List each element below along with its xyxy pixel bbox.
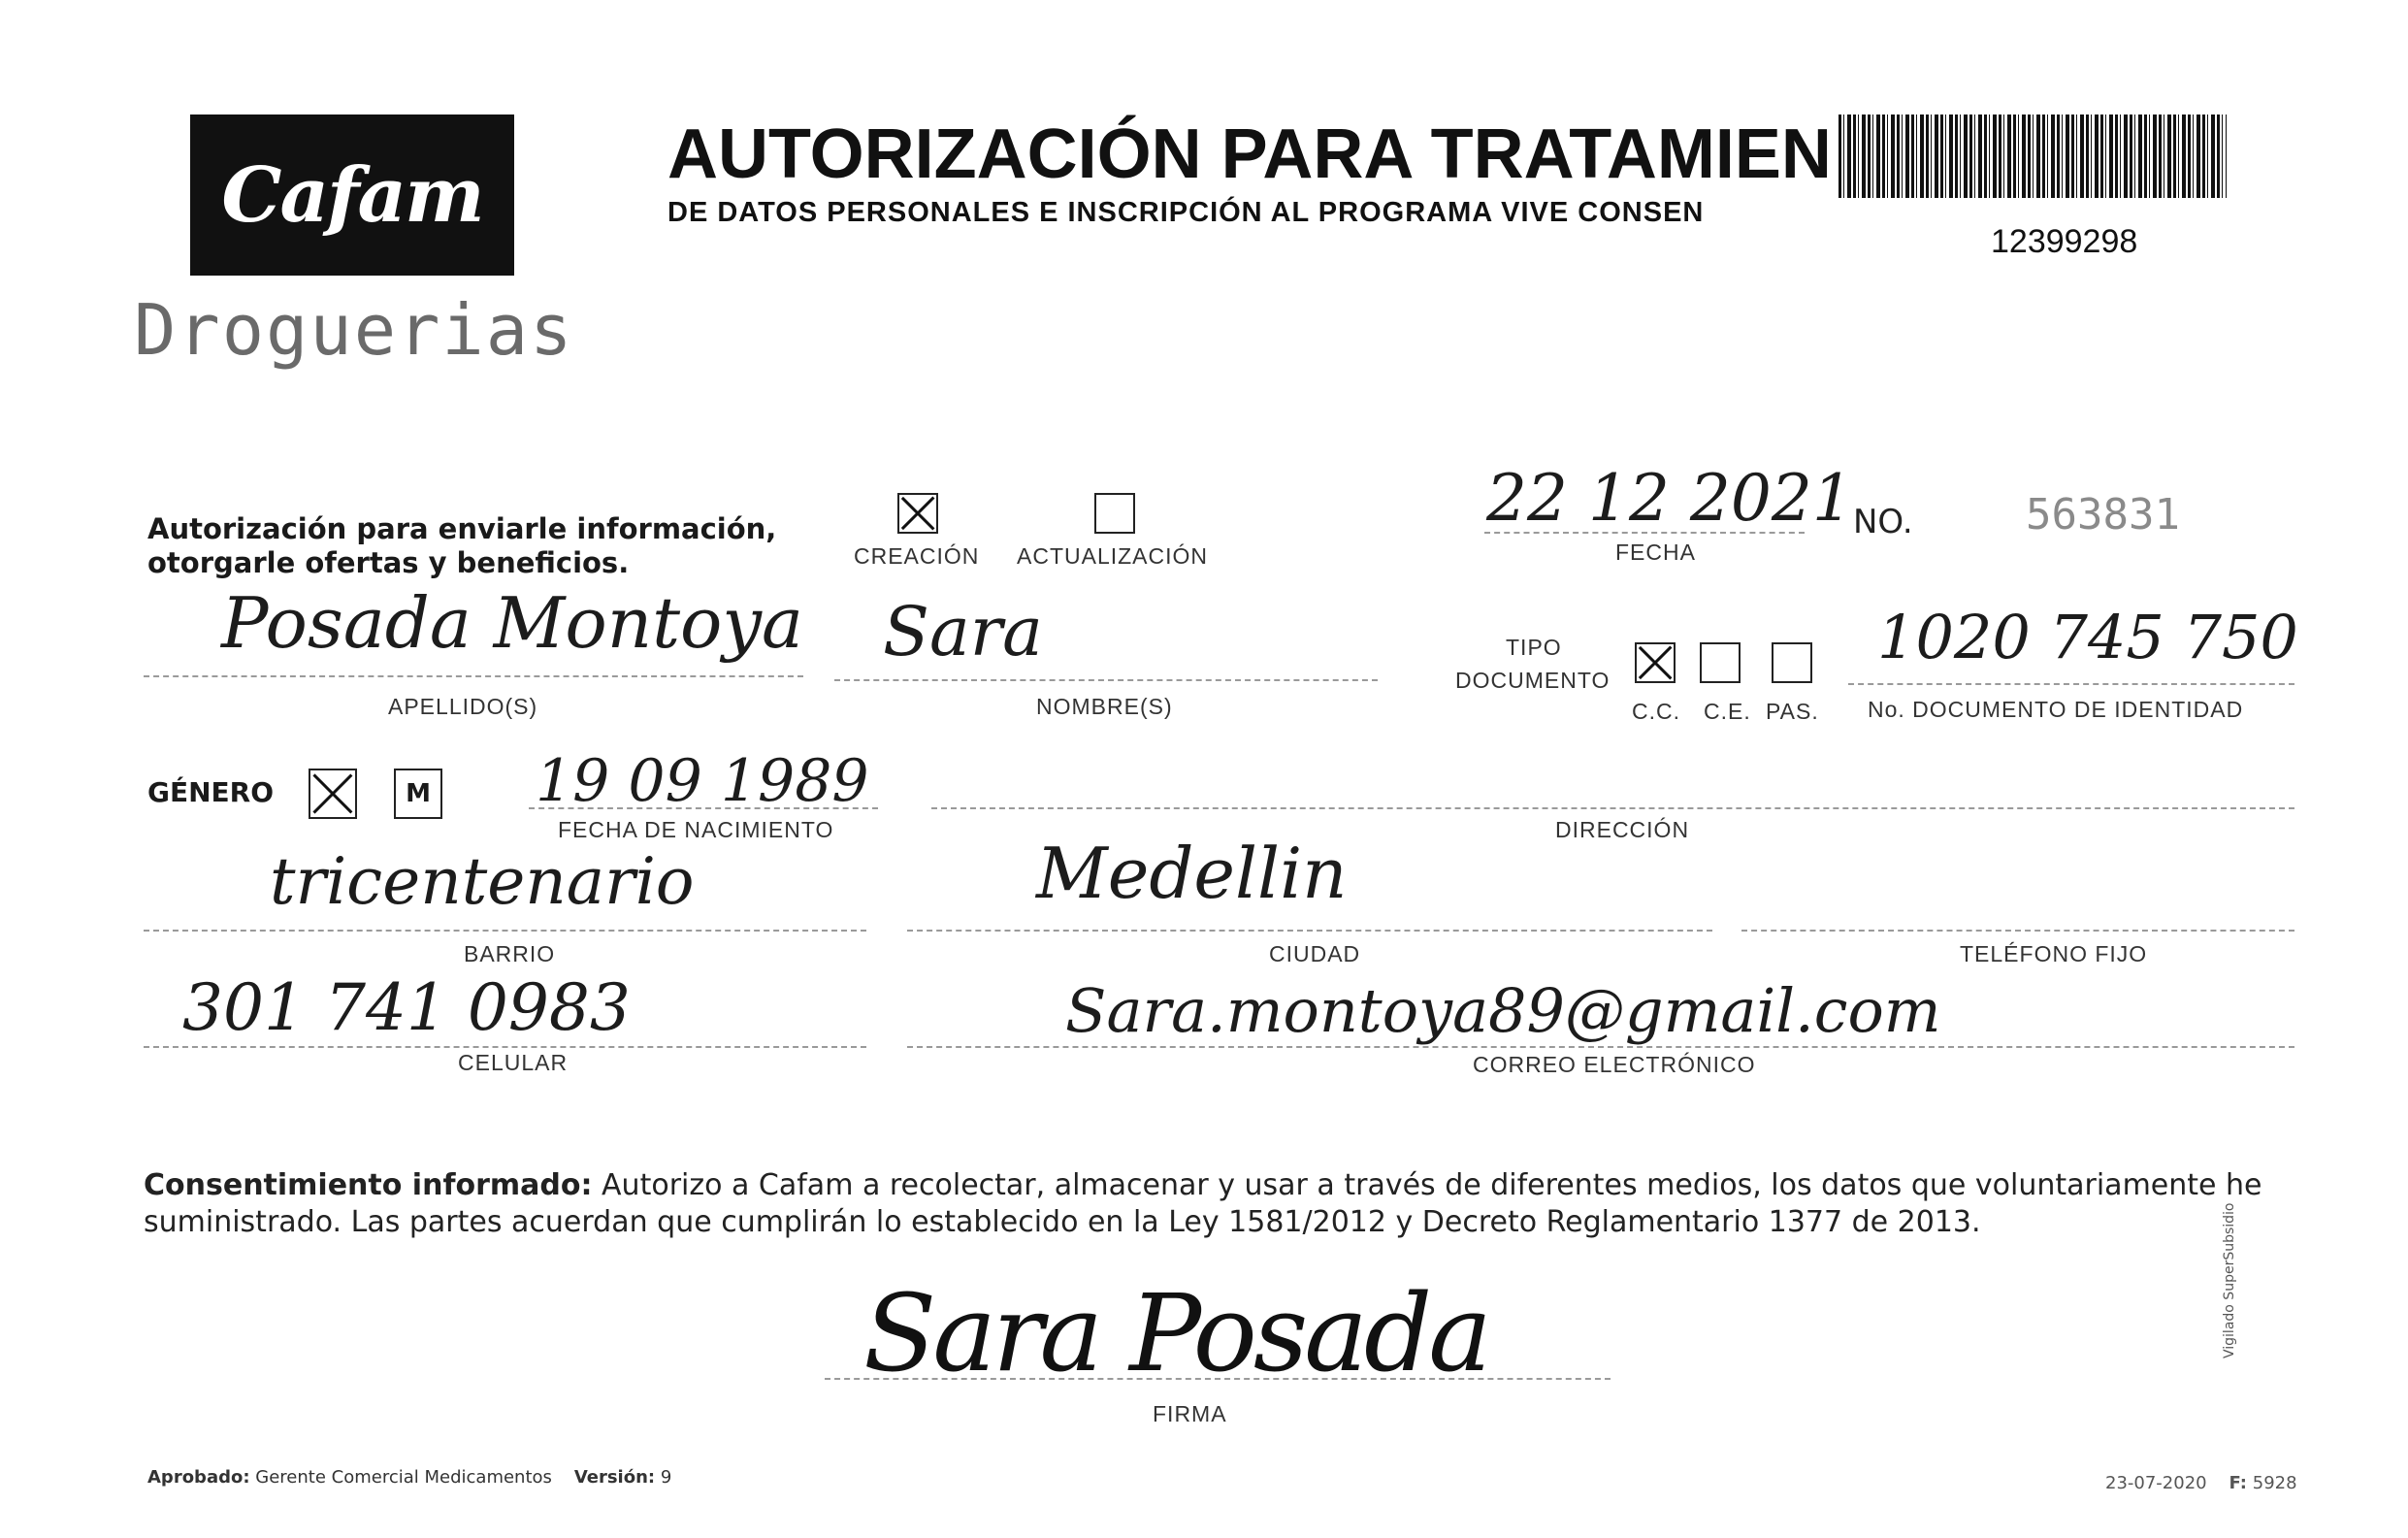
pas-label: PAS. bbox=[1766, 699, 1819, 724]
barcode bbox=[1839, 115, 2227, 198]
consent-line-1 bbox=[144, 1168, 2262, 1202]
nacimiento-label: FECHA DE NACIMIENTO bbox=[558, 817, 834, 842]
logo-subtitle: Droguerias bbox=[134, 289, 574, 371]
m-label: M bbox=[406, 779, 431, 808]
authorization-text-1: Autorización para enviarle información, bbox=[147, 512, 777, 545]
barrio-label: BARRIO bbox=[464, 941, 556, 966]
apellidos-value: Posada Montoya bbox=[221, 582, 803, 664]
authorization-text-2: otorgarle ofertas y beneficios. bbox=[147, 546, 630, 579]
nombres-label: NOMBRE(S) bbox=[1036, 694, 1173, 719]
pas-checkbox[interactable] bbox=[1772, 642, 1812, 683]
form-code-value: 5928 bbox=[2252, 1473, 2297, 1493]
ce-label: C.E. bbox=[1704, 699, 1751, 724]
footer-date: 23-07-2020 bbox=[2105, 1473, 2207, 1493]
side-text: Vigilado SuperSubsidio bbox=[2222, 1202, 2237, 1358]
footer-date-code bbox=[2105, 1473, 2297, 1493]
correo-value: Sara.montoya89@gmail.com bbox=[1065, 975, 1941, 1046]
firma-label: FIRMA bbox=[1153, 1401, 1227, 1426]
documento-label: No. DOCUMENTO DE IDENTIDAD bbox=[1868, 697, 2244, 722]
document-subtitle: DE DATOS PERSONALES E INSCRIPCIÓN AL PROGRAMA VIVE CONSEN bbox=[667, 197, 1705, 228]
genero-f-checkbox[interactable] bbox=[309, 769, 357, 819]
logo-text: Cafam bbox=[221, 150, 483, 240]
fecha-label: FECHA bbox=[1615, 540, 1696, 565]
ciudad-value: Medellin bbox=[1036, 833, 1348, 914]
actualizacion-checkbox[interactable] bbox=[1094, 493, 1135, 534]
consent-text-1: Autorizo a Cafam a recolectar, almacenar y usar a través de diferentes medios, los datos que voluntariamente he bbox=[592, 1168, 2262, 1202]
version-value: 9 bbox=[660, 1467, 672, 1488]
version-label: Versión: bbox=[573, 1467, 656, 1488]
apellidos-label: APELLIDO(S) bbox=[388, 694, 538, 719]
barcode-number: 12399298 bbox=[1991, 223, 2138, 260]
genero-m-checkbox[interactable] bbox=[394, 769, 442, 819]
celular-value: 301 741 0983 bbox=[182, 970, 631, 1045]
creacion-label: CREACIÓN bbox=[854, 543, 980, 569]
ce-checkbox[interactable] bbox=[1700, 642, 1741, 683]
ciudad-label: CIUDAD bbox=[1269, 941, 1361, 966]
document-title: AUTORIZACIÓN PARA TRATAMIEN bbox=[667, 115, 1832, 193]
genero-label: GÉNERO bbox=[147, 776, 275, 808]
barrio-value: tricentenario bbox=[270, 844, 695, 919]
no-label: NO. bbox=[1853, 503, 1913, 541]
celular-label: CELULAR bbox=[458, 1050, 569, 1075]
no-value: 563831 bbox=[2026, 490, 2180, 540]
consent-line-2: suministrado. Las partes acuerdan que cumplirán lo establecido en la Ley 1581/2012 y Decreto Reglamentario 1377 de 2013. bbox=[144, 1205, 1981, 1239]
cafam-logo bbox=[190, 115, 514, 276]
cc-checkbox[interactable] bbox=[1635, 642, 1676, 683]
cc-label: C.C. bbox=[1632, 699, 1680, 724]
tipo-label-2: DOCUMENTO bbox=[1455, 668, 1611, 693]
documento-value: 1020 745 750 bbox=[1877, 602, 2298, 672]
nacimiento-value: 19 09 1989 bbox=[536, 747, 869, 815]
actualizacion-label: ACTUALIZACIÓN bbox=[1017, 543, 1209, 569]
creacion-checkbox[interactable] bbox=[897, 493, 938, 534]
footer-approval bbox=[147, 1467, 671, 1488]
consent-heading: Consentimiento informado: bbox=[144, 1168, 593, 1202]
aprobado-label: Aprobado: bbox=[147, 1467, 250, 1488]
form-code-label: F: bbox=[2229, 1473, 2248, 1493]
direccion-label: DIRECCIÓN bbox=[1555, 817, 1690, 842]
nombres-value: Sara bbox=[883, 592, 1043, 671]
telefono-label: TELÉFONO FIJO bbox=[1960, 941, 2148, 966]
fecha-value: 22 12 2021 bbox=[1486, 461, 1853, 536]
tipo-label-1: TIPO bbox=[1506, 635, 1562, 660]
aprobado-value: Gerente Comercial Medicamentos bbox=[255, 1467, 552, 1488]
signature: Sara Posada bbox=[863, 1271, 1488, 1395]
correo-label: CORREO ELECTRÓNICO bbox=[1473, 1052, 1756, 1077]
